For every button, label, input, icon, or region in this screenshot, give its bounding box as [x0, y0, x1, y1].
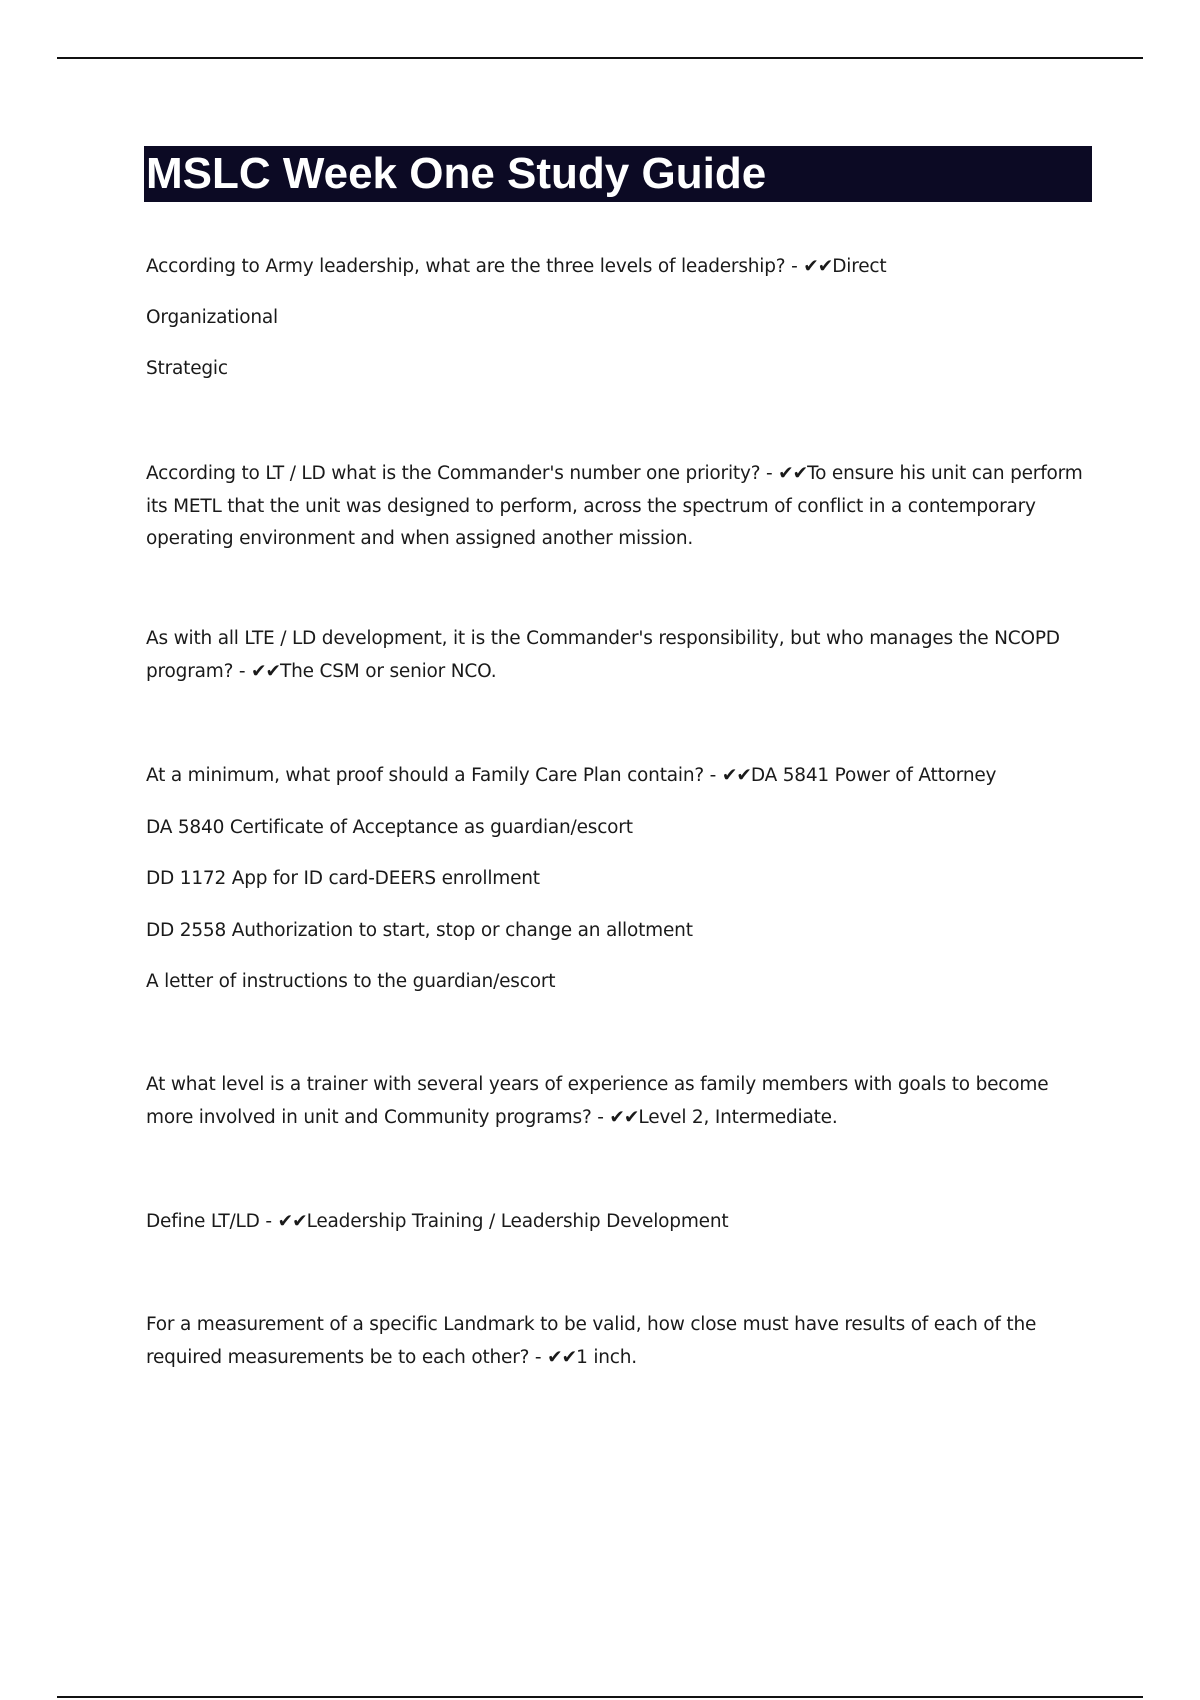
answer-item: Organizational — [146, 307, 278, 328]
checkmark-icon: ✔✔ — [277, 1211, 307, 1232]
qa-block-2 — [146, 458, 1096, 556]
qa-line — [146, 1309, 1096, 1374]
qa-line — [146, 458, 1096, 556]
question-text: According to Army leadership, what are the three levels of leadership? - — [146, 256, 804, 277]
qa-block-4 — [146, 760, 1096, 999]
qa-block-5 — [146, 1069, 1096, 1134]
answer-text: DA 5841 Power of Attorney — [750, 765, 997, 786]
title-banner — [144, 146, 1092, 202]
question-text: At a minimum, what proof should a Family Care Plan contain? - — [146, 765, 722, 786]
checkmark-icon: ✔✔ — [778, 463, 808, 484]
qa-line — [146, 1069, 1096, 1134]
qa-block-6 — [146, 1206, 1096, 1239]
qa-line — [146, 1206, 1096, 1239]
qa-block-3 — [146, 623, 1096, 688]
qa-line — [146, 251, 1096, 284]
answer-text: Leadership Training / Leadership Development — [306, 1211, 729, 1232]
answer-item: Strategic — [146, 358, 228, 379]
qa-block-7 — [146, 1309, 1096, 1374]
checkmark-icon: ✔✔ — [803, 256, 833, 277]
question-text: For a measurement of a specific Landmark to be valid, how close must have results of each of the required measurements be to each other? - — [146, 1314, 1037, 1368]
bottom-rule — [57, 1696, 1143, 1698]
qa-block-1 — [146, 251, 1096, 386]
answer-item: DD 1172 App for ID card-DEERS enrollment — [146, 868, 540, 889]
checkmark-icon: ✔✔ — [609, 1106, 639, 1128]
answer-item: A letter of instructions to the guardian/escort — [146, 971, 556, 992]
answer-text: The CSM or senior NCO. — [280, 660, 497, 682]
document-title: MSLC Week One Study Guide — [146, 149, 767, 198]
question-text: As with all LTE / LD development, it is the Commander's responsibility, but who manages the NCOPD program? - — [146, 628, 1060, 682]
top-rule — [57, 57, 1143, 59]
answer-item: DD 2558 Authorization to start, stop or change an allotment — [146, 919, 693, 941]
answer-item: DA 5840 Certificate of Acceptance as guardian/escort — [146, 816, 633, 838]
answer-text: To ensure his unit can perform its METL that the unit was designed to perform, across the spectrum of conflict in a contemporary operating environment and when assigned another mission. — [146, 463, 1083, 549]
answer-text: Level 2, Intermediate. — [638, 1106, 838, 1128]
question-text: According to LT / LD what is the Commander's number one priority? - — [146, 463, 779, 484]
qa-line — [146, 623, 1096, 688]
question-text: At what level is a trainer with several years of experience as family members with goals to become more involved in unit and Community programs? - — [146, 1074, 1049, 1128]
qa-line — [146, 760, 1096, 793]
checkmark-icon: ✔✔ — [251, 660, 281, 682]
checkmark-icon: ✔✔ — [721, 765, 751, 786]
answer-text: Direct — [832, 256, 887, 277]
answer-text: 1 inch. — [576, 1346, 637, 1368]
question-text: Define LT/LD - — [146, 1211, 278, 1232]
checkmark-icon: ✔✔ — [547, 1346, 577, 1368]
